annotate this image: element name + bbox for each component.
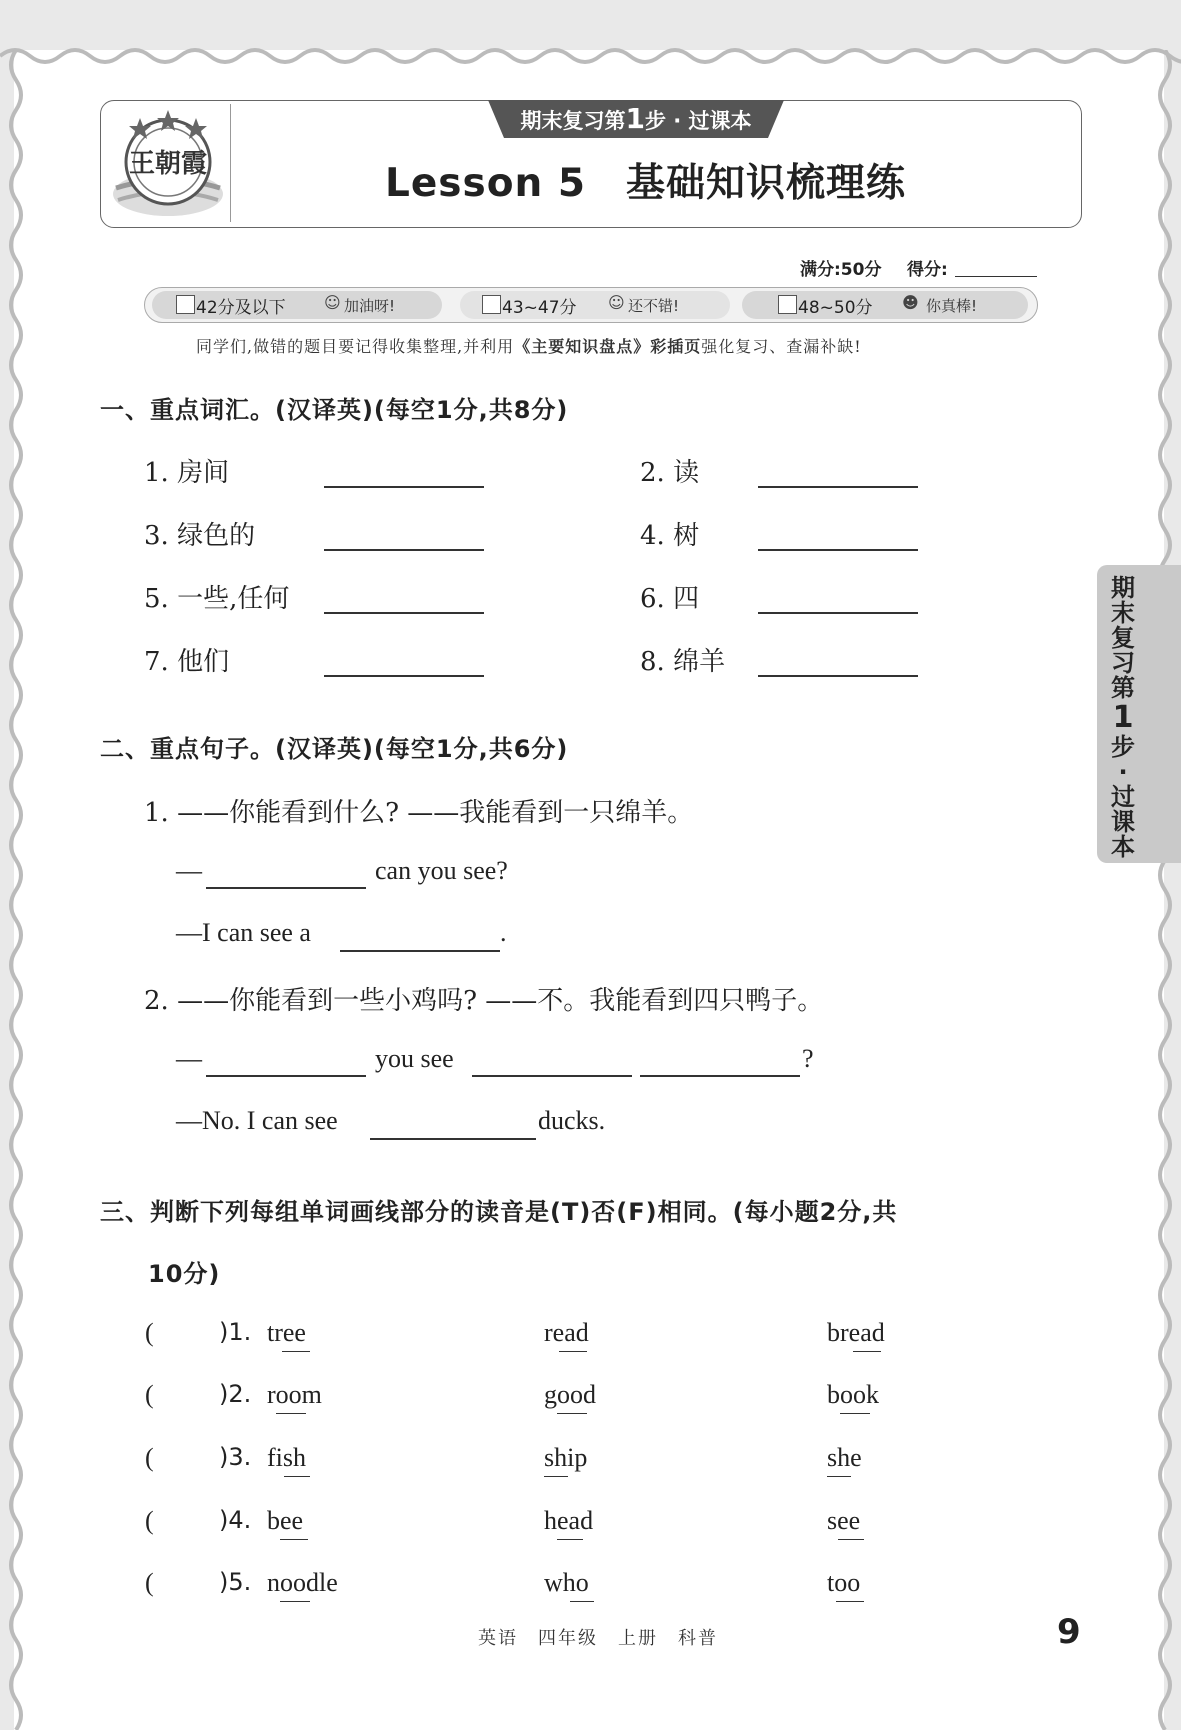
vocab-blank-4[interactable]	[758, 549, 918, 551]
underline-2a	[276, 1413, 306, 1414]
phonics-word-2c: book	[827, 1380, 879, 1409]
side-char: 习	[1111, 649, 1135, 677]
section1-title: 一、重点词汇。(汉译英)(每空1分,共8分)	[100, 396, 569, 424]
q1-blank-1[interactable]	[206, 887, 366, 889]
underline-3a	[284, 1476, 310, 1477]
phonics-word-1c: bread	[827, 1318, 885, 1347]
score-label: 得分:	[907, 260, 948, 280]
underline-5b	[570, 1601, 594, 1602]
phonics-num-4: )4.	[219, 1506, 252, 1534]
vocab-item-1: 1. 房间	[144, 458, 230, 488]
vocab-blank-2[interactable]	[758, 486, 918, 488]
footer-book-info: 英语 四年级 上册 科普	[478, 1628, 718, 1649]
level-range-2: 43~47分	[502, 298, 577, 318]
q2-line1-text: you see	[375, 1044, 454, 1073]
section3-title: 三、判断下列每组单词画线部分的读音是(T)否(F)相同。(每小题2分,共	[100, 1198, 898, 1226]
side-char: 步	[1111, 733, 1135, 761]
q1-line2-end: .	[500, 918, 507, 947]
underline-5c	[836, 1601, 864, 1602]
cheer-face-icon: ☺	[324, 293, 341, 312]
section3-title-cont: 10分)	[148, 1260, 221, 1288]
level-cheer-3: 你真棒!	[926, 297, 978, 315]
phonics-word-5b: who	[544, 1568, 589, 1597]
level-range-3: 48~50分	[798, 298, 873, 318]
vocab-blank-3[interactable]	[324, 549, 484, 551]
vocab-blank-8[interactable]	[758, 675, 918, 677]
sentence-q2-prompt: 2. ——你能看到一些小鸡吗? ——不。我能看到四只鸭子。	[144, 986, 824, 1016]
phonics-word-5c: too	[827, 1568, 861, 1597]
svg-text:王朝霞: 王朝霞	[128, 149, 208, 179]
vocab-item-4: 4. 树	[640, 521, 700, 551]
vocab-blank-5[interactable]	[324, 612, 484, 614]
side-char: 过	[1111, 783, 1135, 811]
phonics-word-4b: head	[544, 1506, 594, 1535]
brand-logo-seal	[110, 106, 226, 220]
phonics-word-3c: she	[827, 1443, 862, 1472]
side-char: 复	[1111, 624, 1135, 652]
side-char: 本	[1111, 833, 1135, 861]
tip-pre: 同学们,做错的题目要记得收集整理,并利用	[196, 337, 515, 356]
phonics-num-3: )3.	[219, 1443, 252, 1471]
q2-line1-end: ?	[802, 1044, 814, 1073]
phonics-word-5a: noodle	[267, 1568, 338, 1597]
phonics-num-5: )5.	[219, 1568, 252, 1596]
star-face-icon: ☻	[902, 293, 919, 312]
tip-post: 强化复习、查漏补缺!	[701, 337, 862, 356]
phonics-word-4a: bee	[267, 1506, 304, 1535]
phonics-num-1: )1.	[219, 1318, 252, 1346]
phonics-word-4c: see	[827, 1506, 861, 1535]
answer-paren-2[interactable]: (	[145, 1380, 154, 1409]
logo-divider	[230, 104, 231, 222]
q1-line1-text: can you see?	[375, 856, 508, 885]
tip-bold: 《主要知识盘点》彩插页	[514, 337, 702, 356]
underline-1a	[282, 1351, 310, 1352]
answer-paren-4[interactable]: (	[145, 1506, 154, 1535]
q2-blank-2[interactable]	[472, 1075, 632, 1077]
vocab-item-6: 6. 四	[640, 584, 700, 614]
score-blank[interactable]	[955, 276, 1037, 277]
wavy-border-left	[4, 50, 28, 1730]
q2-blank-1[interactable]	[206, 1075, 366, 1077]
q2-line2-end: ducks.	[538, 1106, 606, 1135]
underline-2b	[557, 1413, 587, 1414]
vocab-blank-1[interactable]	[324, 486, 484, 488]
underline-3c	[827, 1476, 851, 1477]
smile-face-icon: ☺	[608, 293, 625, 312]
side-tab-label	[1103, 576, 1143, 860]
answer-paren-5[interactable]: (	[145, 1568, 154, 1597]
side-char: 课	[1111, 808, 1135, 836]
q2-blank-4[interactable]	[370, 1138, 536, 1140]
full-score: 满分:50分	[800, 260, 882, 280]
side-char: 第	[1111, 674, 1135, 702]
q1-blank-2[interactable]	[340, 950, 500, 952]
banner-post: 步 · 过课本	[644, 109, 752, 133]
vocab-item-7: 7. 他们	[144, 647, 230, 677]
vocab-blank-7[interactable]	[324, 675, 484, 677]
level-cheer-1: 加油呀!	[344, 297, 396, 315]
q2-line2-text: —No. I can see	[176, 1106, 338, 1135]
phonics-word-2b: good	[544, 1380, 596, 1409]
banner-pre: 期末复习第	[520, 109, 626, 133]
banner-num: 1	[625, 102, 645, 135]
underline-1c	[853, 1351, 881, 1352]
side-char: 期	[1111, 574, 1135, 602]
level-checkbox-1[interactable]	[176, 295, 195, 314]
vocab-item-3: 3. 绿色的	[144, 521, 256, 551]
wavy-border-top	[0, 38, 1181, 68]
underline-4b	[557, 1539, 583, 1540]
answer-paren-1[interactable]: (	[145, 1318, 154, 1347]
side-char: ·	[1118, 758, 1128, 786]
q2-blank-3[interactable]	[640, 1075, 800, 1077]
phonics-num-2: )2.	[219, 1380, 252, 1408]
underline-5a	[280, 1601, 310, 1602]
phonics-word-1a: tree	[267, 1318, 306, 1347]
vocab-item-2: 2. 读	[640, 458, 700, 488]
phonics-word-3a: fish	[267, 1443, 306, 1472]
underline-3b	[544, 1476, 568, 1477]
step-banner	[488, 100, 784, 138]
underline-4c	[838, 1539, 864, 1540]
level-checkbox-3[interactable]	[778, 295, 797, 314]
level-range-1: 42分及以下	[196, 298, 286, 318]
phonics-word-1b: read	[544, 1318, 589, 1347]
section2-title: 二、重点句子。(汉译英)(每空1分,共6分)	[100, 735, 569, 763]
q1-line2-text: —I can see a	[176, 918, 311, 947]
page-number: 9	[1057, 1612, 1081, 1652]
underline-4a	[280, 1539, 308, 1540]
q2-dash: —	[176, 1044, 202, 1073]
page-title: Lesson 5 基础知识梳理练	[385, 161, 907, 206]
phonics-word-3b: ship	[544, 1443, 588, 1472]
phonics-word-2a: room	[267, 1380, 322, 1409]
level-checkbox-2[interactable]	[482, 295, 501, 314]
side-char: 末	[1111, 599, 1135, 627]
level-cheer-2: 还不错!	[628, 297, 680, 315]
review-tip	[196, 334, 862, 357]
vocab-blank-6[interactable]	[758, 612, 918, 614]
underline-2c	[840, 1413, 870, 1414]
vocab-item-5: 5. 一些,任何	[144, 584, 290, 614]
side-num: 1	[1112, 700, 1134, 735]
wavy-border-right	[1153, 50, 1177, 1730]
vocab-item-8: 8. 绵羊	[640, 647, 726, 677]
answer-paren-3[interactable]: (	[145, 1443, 154, 1472]
sentence-q1-prompt: 1. ——你能看到什么? ——我能看到一只绵羊。	[144, 798, 694, 828]
underline-1b	[559, 1351, 587, 1352]
q1-dash: —	[176, 856, 202, 885]
